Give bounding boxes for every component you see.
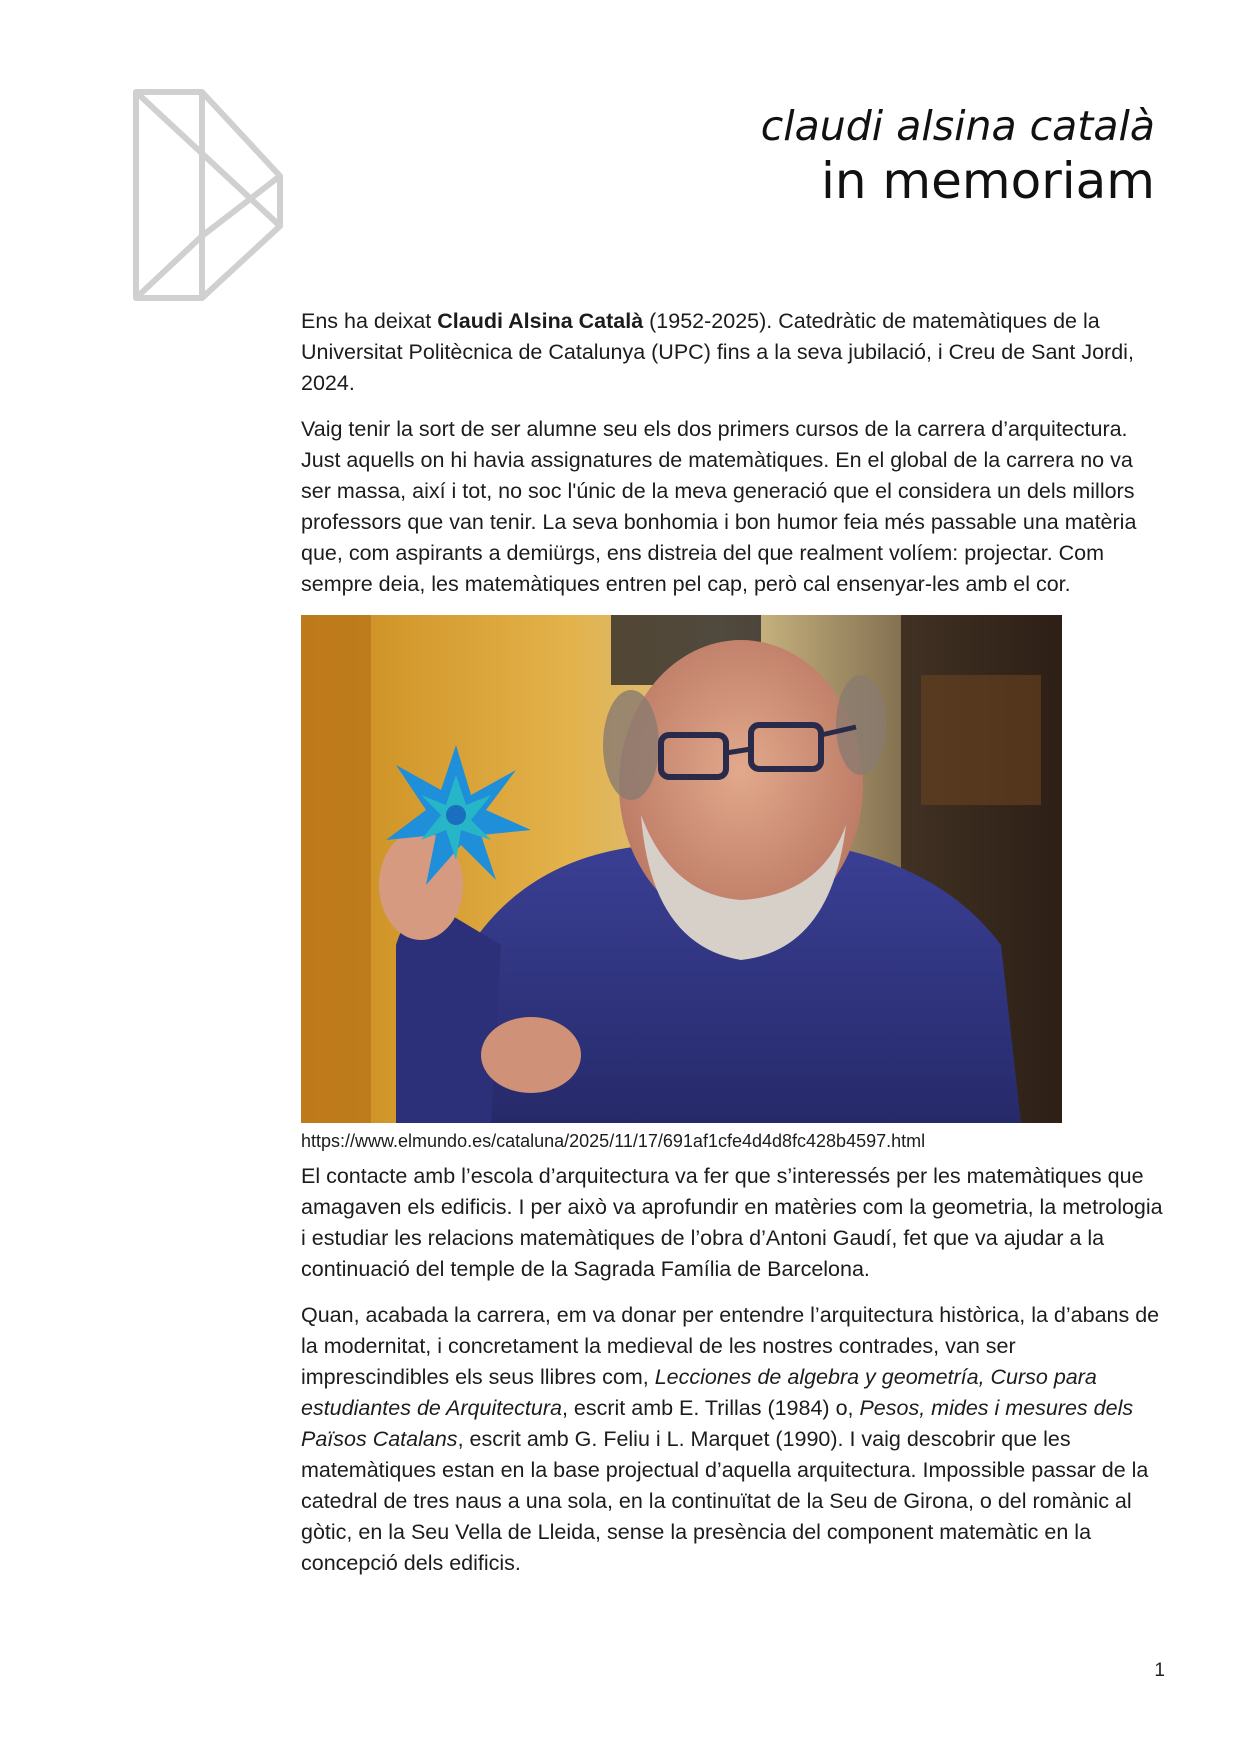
book-title-1: Lecciones de algebra y geometría, Curso para estudiantes de Arquitectura bbox=[301, 1365, 1097, 1420]
intro-text-b: (1952-2025). Catedràtic de matemàtiques de la Universitat Politècnica de Catalunya (UPC) fins a la seva jubilació, i Creu de Sant Jordi, 2024. bbox=[301, 309, 1134, 395]
books-text-c: , escrit amb G. Feliu i L. Marquet (1990). I vaig descobrir que les matemàtiques estan en la base projectual d’aquella arquitectura. Impossible passar de la catedral de tres naus a una sola, en la continuïtat de la Seu de Girona, o del romànic al gòtic, en la Seu Vella de Lleida, sense la presència del component matemàtic en la concepció dels edificis. bbox=[301, 1427, 1149, 1575]
paragraph-books bbox=[301, 1300, 1166, 1579]
paragraph-intro bbox=[301, 306, 1166, 399]
title-block bbox=[761, 100, 1155, 210]
person-name: Claudi Alsina Català bbox=[437, 309, 644, 333]
page-title: claudi alsina català bbox=[760, 102, 1155, 150]
photo-caption: https://www.elmundo.es/cataluna/2025/11/17/691af1cfe4d4d8fc428b4597.html bbox=[301, 1131, 926, 1151]
page-number: 1 bbox=[1154, 1660, 1165, 1681]
intro-text-a: Ens ha deixat bbox=[301, 309, 438, 333]
paragraph-architecture: El contacte amb l’escola d’arquitectura va fer que s’interessés per les matemàtiques que amagaven els edificis. I per això va aprofundir en matèries com la geometria, la metrologia i estudiar les relacions matemàtiques de l’obra d’Antoni Gaudí, fet que va ajudar a la continuació del temple de la Sagrada Família de Barcelona. bbox=[301, 1164, 1163, 1281]
portrait-photo bbox=[301, 615, 1062, 1123]
article-body bbox=[301, 306, 1166, 1594]
geometric-logo-icon bbox=[130, 86, 286, 304]
book-title-2: Pesos, mides i mesures dels Països Catalans bbox=[301, 1396, 1134, 1451]
page-subtitle: in memoriam bbox=[820, 152, 1155, 210]
books-text-a: Quan, acabada la carrera, em va donar per entendre l’arquitectura històrica, la d’abans de la modernitat, i concretament la medieval de les nostres contrades, van ser imprescindibles els seus llibres com, bbox=[301, 1303, 1160, 1389]
paragraph-student-memory: Vaig tenir la sort de ser alumne seu els dos primers cursos de la carrera d’arquitectura. Just aquells on hi havia assignatures de matemàtiques. En el global de la carrera no va ser massa, així i tot, no soc l'únic de la meva generació que el considera un dels millors professors que van tenir. La seva bonhomia i bon humor feia més passable una matèria que, com aspirants a demiürgs, ens distreia del que realment volíem: projectar. Com sempre deia, les matemàtiques entren pel cap, però cal ensenyar-les amb el cor. bbox=[301, 417, 1137, 596]
books-text-b: , escrit amb E. Trillas (1984) o, bbox=[561, 1396, 860, 1420]
